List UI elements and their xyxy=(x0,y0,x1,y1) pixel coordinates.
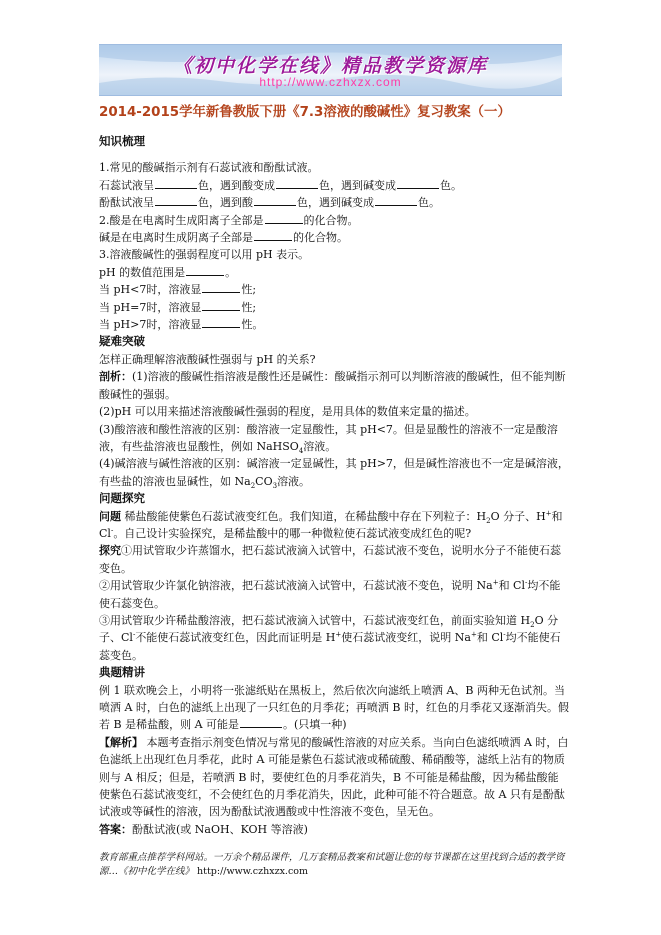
document-title: 2014-2015学年新鲁教版下册《7.3溶液的酸碱性》复习教案（一） xyxy=(99,105,511,120)
fill-blank[interactable] xyxy=(202,281,240,293)
explore-label: 探究 xyxy=(99,544,121,558)
section-heading-knowledge: 知识梳理 xyxy=(99,134,145,148)
header-banner xyxy=(99,44,562,96)
difficulty-point-2: (2)pH 可以用来描述溶液酸碱性强弱的程度，是用具体的数值来定量的描述。 xyxy=(99,405,476,419)
litmus-line: 石蕊试液呈 色，遇到酸变成 色，遇到碱变成 色。 xyxy=(99,178,462,192)
fill-blank[interactable] xyxy=(202,299,240,311)
example-1: 例 1 联欢晚会上，小明将一张滤纸贴在黑板上，然后依次向滤纸上喷洒 A、B 两种无色试剂。当喷洒 A 时，白色的滤纸上出现了一只红色的月季花；再喷洒 B 时，红色的月季花又逐渐消失。假若 B 是稀盐酸，则 A 可能是 。(只填一种) xyxy=(99,683,570,732)
knowledge-line-3: 3.溶液酸碱性的强弱程度可以用 pH 表示。 xyxy=(99,248,310,262)
question-label: 问题 xyxy=(99,509,121,523)
section-heading-inquiry: 问题探究 xyxy=(99,491,145,506)
page-footer xyxy=(99,851,569,879)
difficulty-point-4: (4)碱溶液与碱性溶液的区别：碱溶液一定显碱性，其 pH>7，但是碱性溶液也不一定是碱溶液，有些盐的溶液也显碱性，如 $Na_2CO_3$溶液。 xyxy=(99,457,569,490)
fill-blank[interactable] xyxy=(265,212,303,224)
fill-blank[interactable] xyxy=(276,177,318,189)
ph-lt-7-line: 当 pH<7时，溶液显 性; xyxy=(99,283,257,297)
section-heading-difficulty: 疑难突破 xyxy=(99,334,145,349)
document-body xyxy=(99,133,569,838)
ph-gt-7-line: 当 pH>7时，溶液显 性。 xyxy=(99,318,264,332)
banner-title: 《初中化学在线》精品教学资源库 xyxy=(172,55,488,77)
phenol-line: 酚酞试液呈 色，遇到酸 色，遇到碱变成 色。 xyxy=(99,196,440,210)
inquiry-step-1: 探究①用试管取少许蒸馏水，把石蕊试液滴入试管中，石蕊试液不变色，说明水分子不能使石蕊变色。 xyxy=(99,544,561,575)
example-answer: 答案：酚酞试液(或 NaOH、KOH 等溶液) xyxy=(99,822,308,836)
ph-range-line: pH 的数值范围是 。 xyxy=(99,265,237,279)
analysis-label: 剖析： xyxy=(99,370,132,384)
acid-definition: 2.酸是在电离时生成阳离子全部是 的化合物。 xyxy=(99,213,359,227)
difficulty-question: 怎样正确理解溶液酸碱性强弱与 pH 的关系? xyxy=(99,352,316,366)
inquiry-question: 问题 稀盐酸能使紫色石蕊试液变红色。我们知道，在稀盐酸中存在下列粒子：$H_2O$ 分子、H+和 Cl-。自己设计实验探究，是稀盐酸中的哪一种微粒使石蕊试液变成红色的呢? xyxy=(99,508,563,540)
answer-label: 答案： xyxy=(99,822,132,836)
base-definition: 碱是在电离时生成阴离子全部是 的化合物。 xyxy=(99,231,348,245)
difficulty-point-1: 剖析：(1)溶液的酸碱性指溶液是酸性还是碱性：酸碱指示剂可以判断溶液的酸碱性，但不能判断酸碱性的强弱。 xyxy=(99,370,566,401)
section-heading-example: 典题精讲 xyxy=(99,665,145,680)
fill-blank[interactable] xyxy=(240,716,282,728)
knowledge-line-1: 1.常见的酸碱指示剂有石蕊试液和酚酞试液。 xyxy=(99,161,319,175)
ph-eq-7-line: 当 pH=7时，溶液显 性; xyxy=(99,300,257,314)
difficulty-point-3: (3)酸溶液和酸性溶液的区别：酸溶液一定显酸性，其 pH<7。但是显酸性的溶液不一定是酸溶液，有些盐溶液也显酸性，例如 NaHSO$_4$溶液。 xyxy=(99,422,558,456)
footer-url[interactable]: http://www.czhxzx.com xyxy=(197,866,309,877)
fill-blank[interactable] xyxy=(375,194,417,206)
banner-url[interactable]: http://www.czhxzx.com xyxy=(259,75,402,89)
fill-blank[interactable] xyxy=(186,264,224,276)
fill-blank[interactable] xyxy=(202,316,240,328)
inquiry-step-2: ②用试管取少许氯化钠溶液，把石蕊试液滴入试管中，石蕊试液不变色，说明 Na+和 Cl-均不能使石蕊变色。 xyxy=(99,578,561,610)
fill-blank[interactable] xyxy=(155,194,197,206)
footer-text: 教育部重点推荐学科网站。一万余个精品课件，几万套精品教案和试题让您的每节课都在这里找到合适的教学资源…《初中化学在线》 xyxy=(99,852,565,877)
fill-blank[interactable] xyxy=(397,177,439,189)
inquiry-step-3: ③用试管取少许稀盐酸溶液，把石蕊试液滴入试管中，石蕊试液变红色，前面实验知道 $H_2O$ 分子、Cl-不能使石蕊试液变红色，因此而证明是 H+使石蕊试液变红，说明 Na+和 Cl-均不能使石蕊变色。 xyxy=(99,613,561,662)
fill-blank[interactable] xyxy=(155,177,197,189)
fill-blank[interactable] xyxy=(254,194,296,206)
solution-label: 【解析】 xyxy=(99,735,143,749)
fill-blank[interactable] xyxy=(254,229,292,241)
example-solution: 【解析】 本题考查指示剂变色情况与常见的酸碱性溶液的对应关系。当向白色滤纸喷洒 A 时，白色滤纸上出现红色月季花，此时 A 可能是紫色石蕊试液或稀硫酸、稀硝酸等，滤纸上沾有的物质则与 A 相反；但是，若喷洒 B 时，要使红色的月季花消失，B 不可能是稀盐酸，因为稀盐酸能使紫色石蕊试液变红，不会使红色的月季花消失，因此，此种可能不符合题意。故 A 只有是酚酞试液或等碱性的溶液，因为酚酞试液遇酸或中性溶液不变色，呈无色。 xyxy=(99,735,569,819)
